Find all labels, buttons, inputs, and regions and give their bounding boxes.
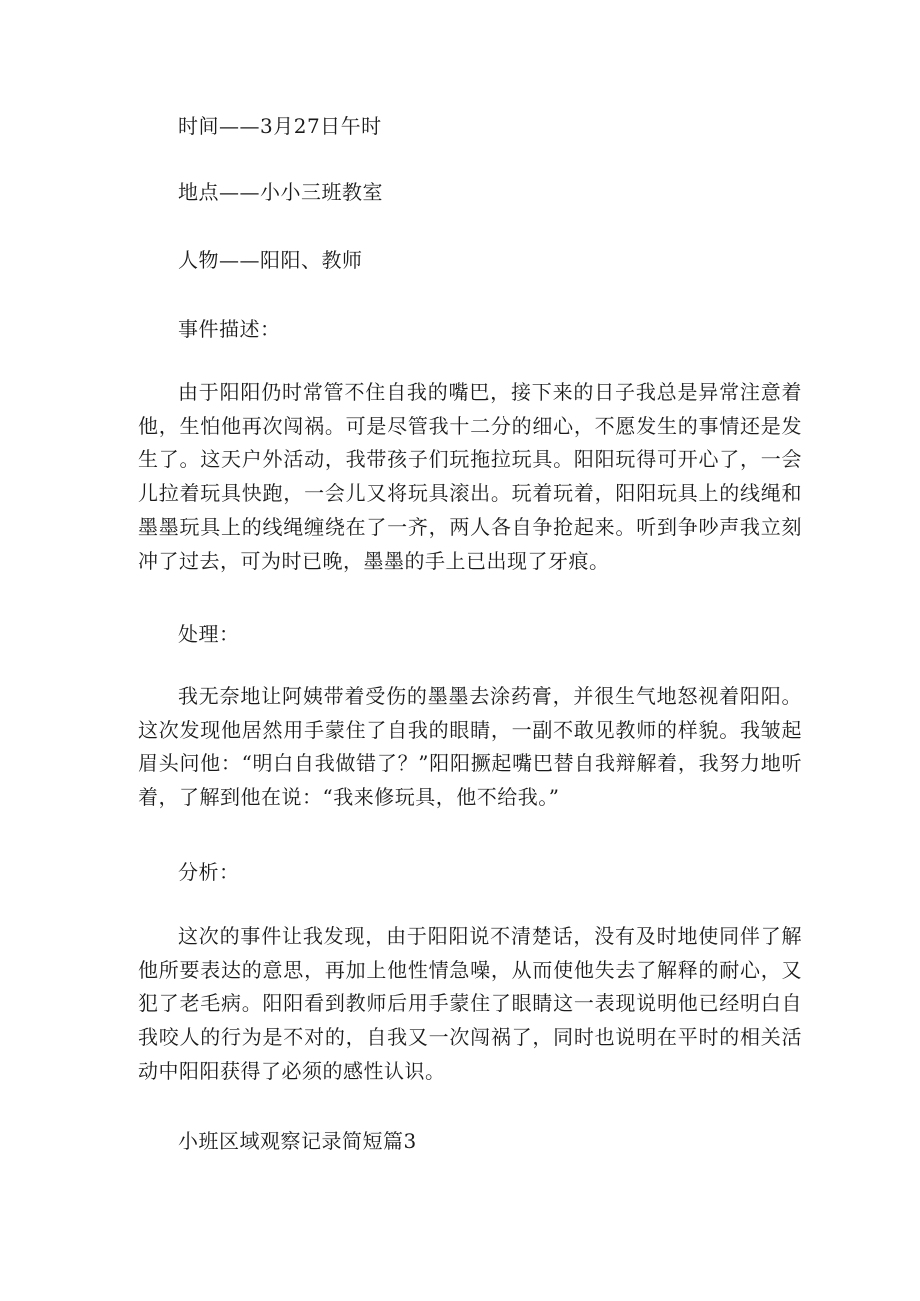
analysis-paragraph: 这次的事件让我发现，由于阳阳说不清楚话，没有及时地使同伴了解他所要表达的意思，再加上他性情急噪，从而使他失去了解释的耐心，又犯了老毛病。阳阳看到教师后用手蒙住了眼睛这一表现说明他已经明白自我咬人的行为是不对的，自我又一次闯祸了，同时也说明在平时的相关活动中阳阳获得了必须的感性认识。 [138,924,802,1083]
handling-heading: 处理： [178,622,240,646]
next-section-title: 小班区域观察记录简短篇3 [178,1129,417,1153]
event-heading: 事件描述： [178,317,281,341]
event-paragraph: 由于阳阳仍时常管不住自我的嘴巴，接下来的日子我总是异常注意着他，生怕他再次闯祸。可是尽管我十二分的细心，不愿发生的事情还是发生了。这天户外活动，我带孩子们玩拖拉玩具。阳阳玩得可开心了，一会儿拉着玩具快跑，一会儿又将玩具滚出。玩着玩着，阳阳玩具上的线绳和墨墨玩具上的线绳缠绕在了一齐，两人各自争抢起来。听到争吵声我立刻冲了过去，可为时已晚，墨墨的手上已出现了牙痕。 [138,380,802,573]
people-line: 人物——阳阳、教师 [178,248,363,272]
place-line: 地点——小小三班教室 [178,180,383,204]
analysis-heading: 分析： [178,860,240,884]
handling-paragraph: 我无奈地让阿姨带着受伤的墨墨去涂药膏，并很生气地怒视着阳阳。这次发现他居然用手蒙住了自我的眼睛，一副不敢见教师的样貌。我皱起眉头问他：“明白自我做错了？”阳阳撅起嘴巴替自我辩解着，我努力地听着，了解到他在说：“我来修玩具，他不给我。” [138,684,802,810]
time-line: 时间——3月27日午时 [178,114,382,138]
